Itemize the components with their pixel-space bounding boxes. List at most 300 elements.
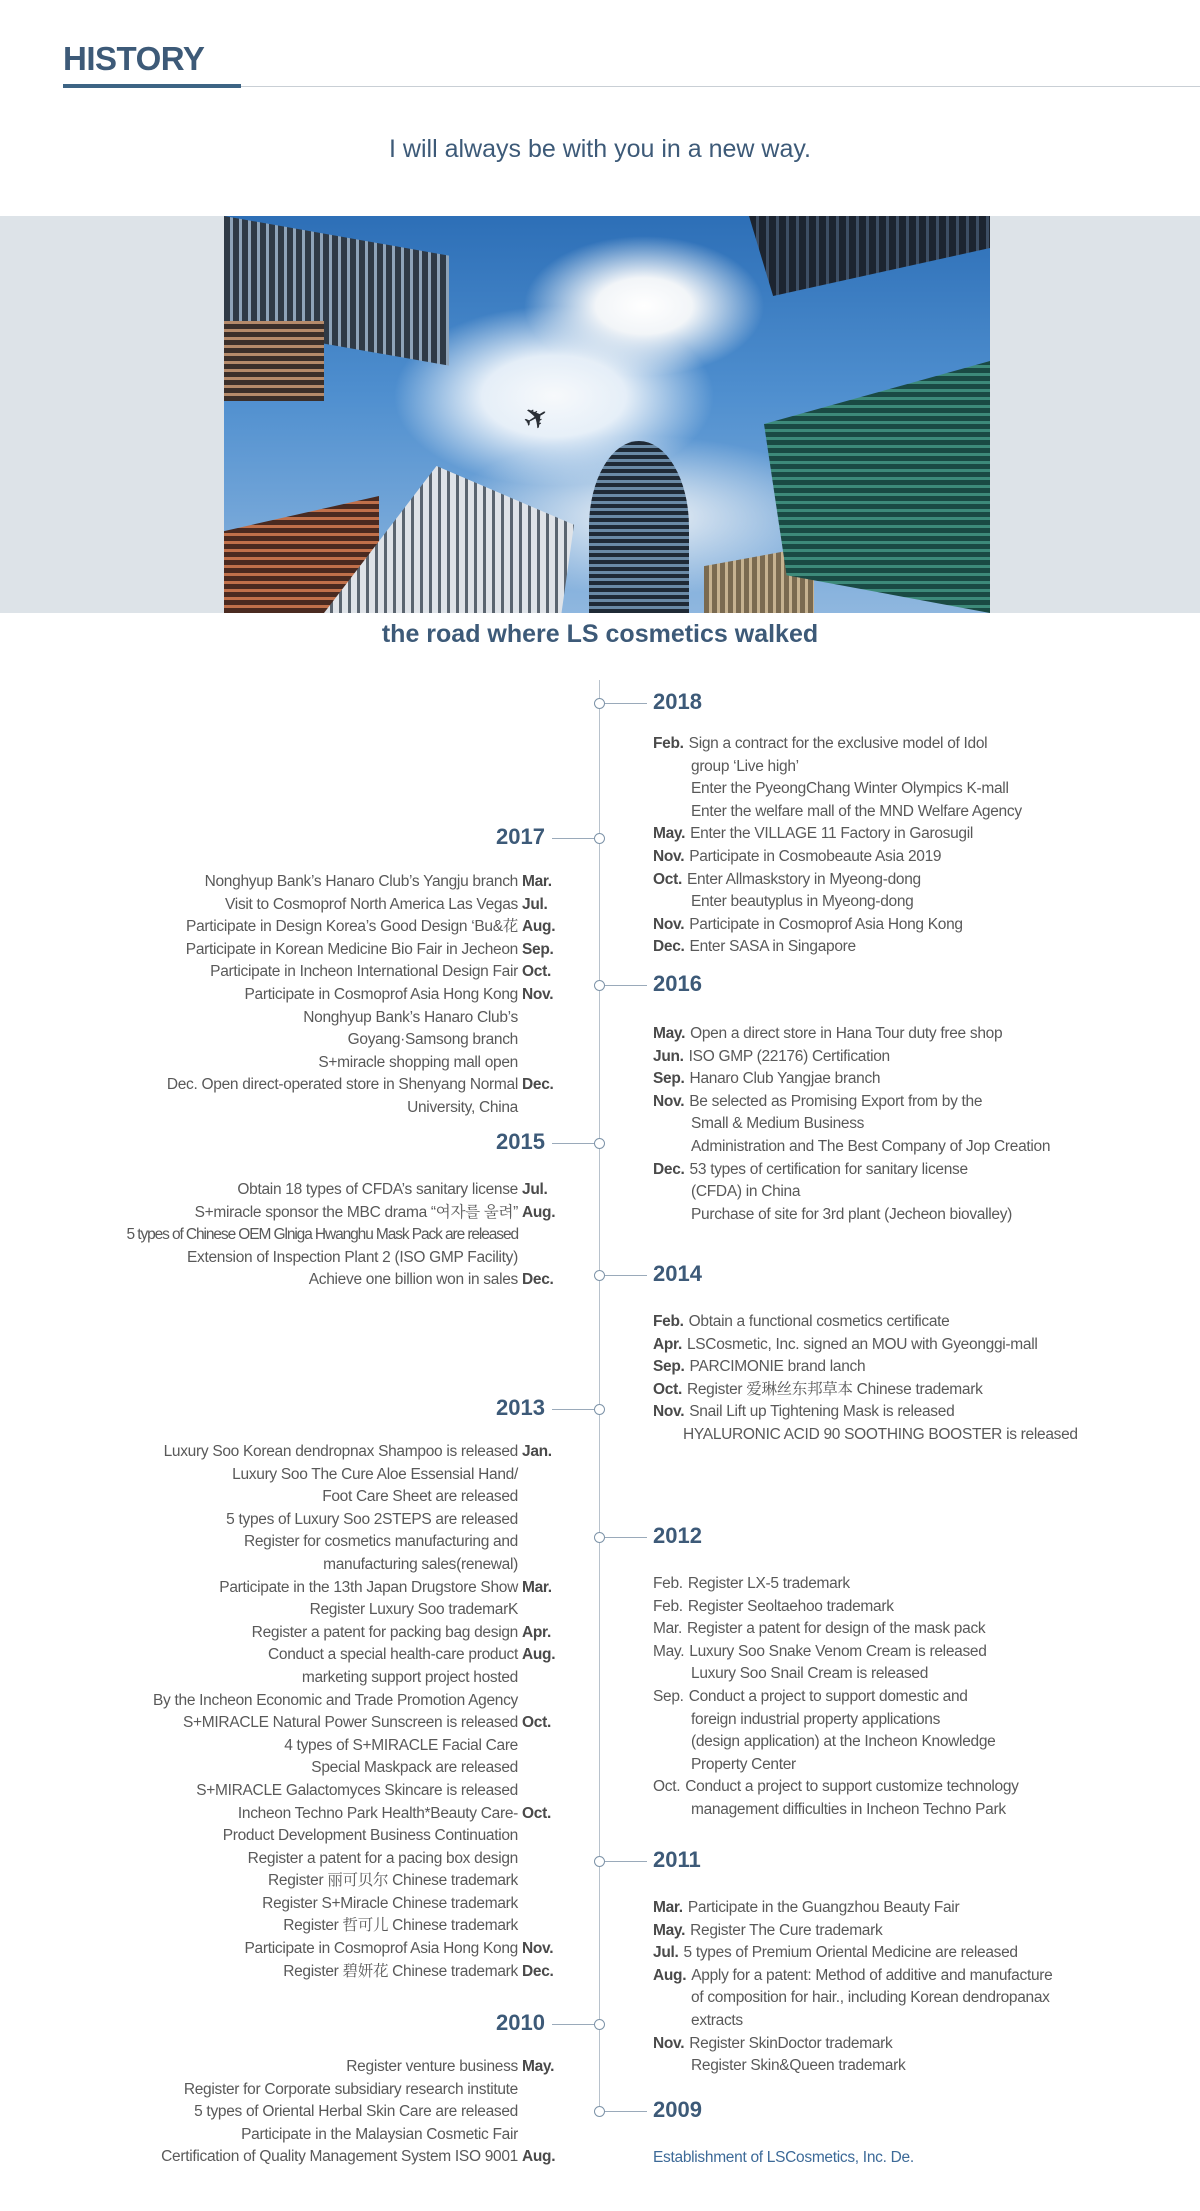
- event-text: manufacturing sales(renewal): [323, 1555, 518, 1573]
- event-month: May.: [653, 825, 686, 843]
- event-text: Register 丽可贝尔 Chinese trademark: [268, 1872, 518, 1890]
- event-text: Conduct a project to support customize technology: [685, 1778, 1019, 1796]
- event-text: management difficulties in Incheon Techno Park: [691, 1800, 1006, 1818]
- page-title: HISTORY: [63, 40, 205, 77]
- year-events-2009: [653, 2147, 1193, 2170]
- event-text: Register 爱琳丝东邦草本 Chinese trademark: [686, 1380, 983, 1398]
- year-label-2013: 2013: [496, 1395, 545, 1420]
- event-text: Special Maskpack are released: [311, 1759, 518, 1777]
- event-text: of composition for hair., including Korean dendropanax: [691, 1989, 1050, 2007]
- event-line: [653, 1920, 1193, 1943]
- event-line: [0, 2079, 556, 2102]
- event-text: 5 types of Oriental Herbal Skin Care are released: [194, 2103, 518, 2121]
- timeline-connector: [552, 838, 594, 839]
- event-line: [0, 1938, 556, 1961]
- event-line: [653, 914, 1193, 937]
- event-line: [0, 2124, 556, 2147]
- event-month: [518, 1029, 556, 1052]
- event-month: [518, 2124, 556, 2147]
- timeline-connector: [605, 1275, 647, 1276]
- event-month: [518, 1825, 556, 1848]
- event-line: [653, 1686, 1193, 1709]
- event-text: Enter SASA in Singapore: [689, 938, 856, 956]
- event-line: [653, 1618, 1193, 1641]
- event-text: Luxury Soo Snail Cream is released: [691, 1665, 929, 1683]
- year-label-2017: 2017: [496, 824, 545, 849]
- event-text: Luxury Soo Snake Venom Cream is released: [689, 1642, 987, 1660]
- event-text: Conduct a special health-care product: [268, 1646, 518, 1664]
- title-underline: [63, 84, 241, 88]
- event-line: [653, 1942, 1193, 1965]
- event-month: Dec.: [522, 1962, 554, 1980]
- event-text: PARCIMONIE brand lanch: [689, 1358, 866, 1376]
- event-text: Register a patent for a pacing box design: [247, 1849, 518, 1867]
- event-month: [518, 1915, 556, 1938]
- event-line: [653, 1776, 1193, 1799]
- event-text: marketing support project hosted: [301, 1668, 518, 1686]
- event-line: [653, 733, 1193, 756]
- event-text: Participate in the Guangzhou Beauty Fair: [687, 1899, 960, 1916]
- event-text: Register for Corporate subsidiary research institute: [183, 2080, 518, 2098]
- event-month: [518, 1007, 556, 1030]
- event-line: [0, 1052, 556, 1075]
- event-line: [0, 1735, 556, 1758]
- year-label-2011: 2011: [653, 1847, 701, 1872]
- year-label-2012: 2012: [653, 1523, 702, 1548]
- event-text: Participate in Korean Medicine Bio Fair in Jecheon: [185, 940, 518, 958]
- event-text: Register venture business: [346, 2058, 518, 2075]
- event-month: May.: [653, 1921, 686, 1939]
- timeline-title: the road where LS cosmetics walked: [381, 620, 819, 648]
- event-text: (CFDA) in China: [691, 1183, 801, 1201]
- event-line: [0, 2146, 556, 2169]
- event-text: Visit to Cosmoprof North America Las Vegas: [225, 895, 518, 913]
- event-text: S+MIRACLE Galactomyces Skincare is released: [196, 1781, 518, 1799]
- event-line: [0, 961, 556, 984]
- event-line: [653, 1068, 1193, 1091]
- event-text: Establishment of LSCosmetics, Inc. De.: [653, 2149, 914, 2166]
- event-text: Enter the welfare mall of the MND Welfare Agency: [691, 802, 1022, 820]
- event-month: [518, 1509, 556, 1532]
- event-month: [518, 1247, 556, 1270]
- event-line: [0, 1848, 556, 1871]
- event-month: [518, 1097, 556, 1120]
- event-line: [653, 756, 1193, 779]
- event-month: Feb.: [653, 735, 684, 752]
- event-text: Administration and The Best Company of Jop Creation: [691, 1137, 1051, 1155]
- event-text: Register a patent for packing bag design: [251, 1623, 518, 1641]
- event-line: [653, 891, 1193, 914]
- timeline-node-icon: [594, 833, 605, 844]
- event-line: [653, 801, 1193, 824]
- event-line: [653, 2033, 1193, 2056]
- event-text: Enter the PyeongChang Winter Olympics K-mall: [691, 780, 1009, 798]
- event-month: Feb.: [653, 1313, 684, 1330]
- event-line: [653, 1311, 1193, 1334]
- year-events-2015: [0, 1179, 556, 1292]
- event-line: [653, 1159, 1193, 1182]
- event-month: Oct.: [522, 1804, 551, 1822]
- event-month: Nov.: [522, 1940, 554, 1958]
- event-month: Mar.: [522, 1578, 552, 1596]
- event-line: [653, 1136, 1193, 1159]
- event-line: [0, 1554, 556, 1577]
- event-line: [0, 984, 556, 1007]
- event-month: [518, 1464, 556, 1487]
- event-line: [0, 1667, 556, 1690]
- year-events-2014: [653, 1311, 1193, 1447]
- event-line: [0, 1870, 556, 1893]
- event-line: [0, 939, 556, 962]
- event-line: [0, 1803, 556, 1826]
- event-text: Participate in the Malaysian Cosmetic Fair: [241, 2125, 518, 2143]
- event-line: [653, 1401, 1193, 1424]
- event-line: [653, 1663, 1193, 1686]
- event-month: Jul.: [653, 1944, 679, 1962]
- event-text: 5 types of Luxury Soo 2STEPS are released: [226, 1510, 518, 1528]
- event-month: Nov.: [653, 847, 685, 865]
- event-text: Purchase of site for 3rd plant (Jecheon biovalley): [691, 1205, 1013, 1223]
- timeline-connector: [605, 1861, 647, 1862]
- event-line: [0, 1074, 556, 1097]
- event-line: [0, 1269, 556, 1292]
- tower-center: [589, 441, 689, 613]
- event-text: Obtain a functional cosmetics certificate: [688, 1313, 950, 1330]
- event-month: Nov.: [653, 915, 685, 933]
- event-text: Apply for a patent: Method of additive and manufacture: [691, 1966, 1053, 1984]
- event-line: [653, 1754, 1193, 1777]
- event-month: Aug.: [522, 1203, 556, 1221]
- year-events-2018: [653, 733, 1193, 959]
- event-month: Feb.: [653, 1575, 683, 1592]
- event-line: [0, 1202, 556, 1225]
- event-line: [0, 1441, 556, 1464]
- event-text: 5 types of Premium Oriental Medicine are released: [683, 1944, 1018, 1962]
- year-label-2014: 2014: [653, 1261, 702, 1286]
- timeline-node-icon: [594, 2106, 605, 2117]
- event-month: [518, 1870, 556, 1893]
- event-line: [0, 1224, 556, 1247]
- event-month: Oct.: [653, 1778, 681, 1796]
- event-month: May.: [653, 1642, 685, 1660]
- event-text: Enter beautyplus in Myeong-dong: [691, 893, 914, 911]
- event-text: Register LX-5 trademark: [687, 1575, 850, 1592]
- event-text: Register Seoltaehoo trademark: [687, 1597, 894, 1615]
- event-month: Aug.: [522, 918, 556, 936]
- event-month: May.: [522, 2058, 555, 2075]
- event-line: [653, 1181, 1193, 1204]
- event-text: Participate in Cosmobeaute Asia 2019: [689, 847, 942, 865]
- event-text: Luxury Soo Korean dendropnax Shampoo is released: [163, 1443, 518, 1460]
- event-text: Certification of Quality Management System ISO 9001: [161, 2148, 518, 2166]
- year-events-2011: [653, 1897, 1193, 2078]
- event-line: [653, 1987, 1193, 2010]
- building-top-right: [749, 216, 990, 296]
- event-month: Dec.: [522, 1076, 554, 1094]
- event-text: Participate in Incheon International Design Fair: [210, 963, 518, 981]
- timeline-node-icon: [594, 1138, 605, 1149]
- timeline-axis: [599, 680, 600, 2112]
- event-line: [653, 2147, 1193, 2170]
- event-month: [518, 1531, 556, 1554]
- event-line: [653, 1596, 1193, 1619]
- event-line: [0, 1622, 556, 1645]
- event-month: Apr.: [653, 1335, 682, 1353]
- event-line: [0, 916, 556, 939]
- event-month: Jan.: [522, 1443, 552, 1460]
- event-month: Mar.: [522, 873, 552, 890]
- event-month: Aug.: [653, 1966, 687, 1984]
- timeline-connector: [552, 2024, 594, 2025]
- event-text: Hanaro Club Yangjae branch: [689, 1070, 881, 1088]
- event-line: [653, 1897, 1193, 1920]
- event-line: [0, 1509, 556, 1532]
- event-line: [0, 1179, 556, 1202]
- building-left-small: [224, 321, 324, 401]
- event-line: [0, 1247, 556, 1270]
- event-month: [518, 1780, 556, 1803]
- year-label-2016: 2016: [653, 971, 702, 996]
- event-line: [653, 1709, 1193, 1732]
- event-month: Sep.: [522, 940, 554, 958]
- event-month: Sep.: [653, 1070, 685, 1088]
- year-label-2018: 2018: [653, 689, 702, 714]
- year-label-2015: 2015: [496, 1129, 545, 1154]
- event-month: [518, 1599, 556, 1622]
- event-month: [518, 1893, 556, 1916]
- year-label-2010: 2010: [496, 2010, 545, 2035]
- event-month: Dec.: [653, 1160, 685, 1178]
- event-text: Open a direct store in Hana Tour duty free shop: [690, 1025, 1003, 1042]
- event-month: [518, 2101, 556, 2124]
- year-events-2010: [0, 2056, 556, 2169]
- timeline-node-icon: [594, 1404, 605, 1415]
- event-text: Goyang·Samsong branch: [347, 1031, 518, 1049]
- event-month: Oct.: [522, 1714, 551, 1732]
- timeline-connector: [605, 985, 647, 986]
- event-text: extracts: [691, 2011, 743, 2029]
- event-text: Participate in Cosmoprof Asia Hong Kong: [244, 985, 518, 1003]
- timeline-connector: [552, 1143, 594, 1144]
- event-line: [653, 2010, 1193, 2033]
- event-month: Nov.: [653, 2034, 685, 2052]
- event-month: Jun.: [653, 1047, 684, 1065]
- event-text: Register for cosmetics manufacturing and: [243, 1533, 518, 1551]
- event-line: [0, 894, 556, 917]
- event-line: [653, 1046, 1193, 1069]
- event-line: [653, 869, 1193, 892]
- event-line: [653, 1023, 1193, 1046]
- event-text: Participate in Design Korea’s Good Design ‘Bu&花: [186, 918, 518, 936]
- event-text: Register a patent for design of the mask pack: [686, 1620, 986, 1638]
- event-month: [518, 1690, 556, 1713]
- event-text: Register Luxury Soo trademarK: [309, 1601, 518, 1619]
- event-line: [0, 1961, 556, 1984]
- event-text: S+miracle sponsor the MBC drama “여자를 울려”: [194, 1203, 518, 1221]
- event-line: [0, 1757, 556, 1780]
- event-text: Property Center: [691, 1755, 796, 1773]
- event-text: ISO GMP (22176) Certification: [688, 1047, 890, 1065]
- year-events-2016: [653, 1023, 1193, 1226]
- event-line: [653, 1091, 1193, 1114]
- event-line: [0, 2101, 556, 2124]
- event-text: S+MIRACLE Natural Power Sunscreen is released: [183, 1714, 518, 1732]
- timeline-node-icon: [594, 1532, 605, 1543]
- event-text: Register The Cure trademark: [690, 1921, 883, 1939]
- event-line: [0, 1893, 556, 1916]
- event-text: Incheon Techno Park Health*Beauty Care-: [237, 1804, 518, 1822]
- event-text: Extension of Inspection Plant 2 (ISO GMP Facility): [186, 1248, 518, 1266]
- event-line: [0, 1780, 556, 1803]
- event-month: [518, 1735, 556, 1758]
- event-text: Register SkinDoctor trademark: [689, 2034, 893, 2052]
- event-line: [653, 1965, 1193, 1988]
- event-month: Feb.: [653, 1597, 683, 1615]
- event-line: [653, 823, 1193, 846]
- event-text: Achieve one billion won in sales: [308, 1271, 518, 1289]
- year-events-2012: [653, 1573, 1193, 1822]
- event-text: LSCosmetic, Inc. signed an MOU with Gyeonggi-mall: [686, 1335, 1038, 1353]
- event-month: Oct.: [522, 963, 551, 981]
- event-line: [653, 1356, 1193, 1379]
- event-line: [0, 2056, 556, 2079]
- event-line: [653, 2055, 1193, 2078]
- event-month: [518, 1224, 556, 1247]
- timeline-node-icon: [594, 1270, 605, 1281]
- event-text: Sign a contract for the exclusive model of Idol: [688, 735, 988, 752]
- event-line: [653, 936, 1193, 959]
- event-text: Participate in Cosmoprof Asia Hong Kong: [689, 915, 963, 933]
- event-line: [0, 1712, 556, 1735]
- event-line: [0, 1644, 556, 1667]
- event-text: Obtain 18 types of CFDA’s sanitary license: [237, 1181, 518, 1198]
- event-line: [653, 1424, 1193, 1447]
- timeline-connector: [605, 703, 647, 704]
- event-line: [0, 1464, 556, 1487]
- timeline-node-icon: [594, 980, 605, 991]
- event-text: foreign industrial property applications: [691, 1710, 941, 1728]
- event-text: 4 types of S+MIRACLE Facial Care: [284, 1736, 518, 1754]
- event-text: 5 types of Chinese OEM Glniga Hwanghu Mask Pack are released: [126, 1226, 518, 1244]
- event-month: Aug.: [522, 2148, 556, 2166]
- hero-image: [224, 216, 990, 613]
- event-month: [518, 1848, 556, 1871]
- event-line: [0, 1007, 556, 1030]
- event-text: By the Incheon Economic and Trade Promotion Agency: [153, 1691, 518, 1709]
- event-line: [0, 1915, 556, 1938]
- event-line: [653, 1799, 1193, 1822]
- building-right-glass: [764, 361, 990, 613]
- event-month: [518, 1554, 556, 1577]
- event-text: Foot Care Sheet are released: [322, 1488, 518, 1506]
- event-line: [0, 1486, 556, 1509]
- event-line: [653, 1731, 1193, 1754]
- event-text: Snail Lift up Tightening Mask is released: [689, 1403, 955, 1421]
- event-line: [0, 1577, 556, 1600]
- event-text: Nonghyup Bank’s Hanaro Club’s: [303, 1008, 518, 1026]
- event-text: HYALURONIC ACID 90 SOOTHING BOOSTER is released: [683, 1425, 1078, 1443]
- year-label-2009: 2009: [653, 2097, 702, 2122]
- timeline-node-icon: [594, 1856, 605, 1867]
- event-line: [653, 1573, 1193, 1596]
- event-text: Be selected as Promising Export from by the: [689, 1092, 983, 1110]
- event-month: Dec.: [522, 1271, 554, 1289]
- airplane-icon: ✈: [517, 397, 556, 440]
- event-text: Small & Medium Business: [691, 1115, 865, 1133]
- timeline-node-icon: [594, 698, 605, 709]
- event-month: Apr.: [522, 1623, 551, 1641]
- event-month: Nov.: [522, 985, 554, 1003]
- event-month: Jul.: [522, 1181, 548, 1198]
- event-line: [653, 1204, 1193, 1227]
- page-subtitle: I will always be with you in a new way.: [389, 135, 811, 163]
- event-line: [653, 1334, 1193, 1357]
- year-events-2017: [0, 871, 556, 1120]
- event-month: Mar.: [653, 1620, 682, 1638]
- event-text: Register 哲可儿 Chinese trademark: [283, 1917, 518, 1935]
- event-text: Enter Allmaskstory in Myeong-dong: [686, 870, 921, 888]
- event-month: Oct.: [653, 870, 682, 888]
- event-month: May.: [653, 1025, 686, 1042]
- event-text: Nonghyup Bank’s Hanaro Club’s Yangju branch: [204, 873, 518, 890]
- event-month: Nov.: [653, 1092, 685, 1110]
- event-text: Participate in Cosmoprof Asia Hong Kong: [244, 1940, 518, 1958]
- event-line: [0, 1531, 556, 1554]
- event-month: Jul.: [522, 895, 548, 913]
- event-month: Oct.: [653, 1380, 682, 1398]
- event-month: [518, 1052, 556, 1075]
- event-text: Register S+Miracle Chinese trademark: [262, 1894, 518, 1912]
- event-line: [0, 1825, 556, 1848]
- event-line: [653, 1379, 1193, 1402]
- event-text: 53 types of certification for sanitary license: [689, 1160, 968, 1178]
- event-line: [653, 846, 1193, 869]
- event-month: Mar.: [653, 1899, 683, 1916]
- event-text: Enter the VILLAGE 11 Factory in Garosugil: [690, 825, 974, 843]
- event-month: [518, 1486, 556, 1509]
- event-line: [0, 871, 556, 894]
- event-line: [0, 1690, 556, 1713]
- event-month: [518, 2079, 556, 2102]
- event-month: [518, 1667, 556, 1690]
- event-month: Sep.: [653, 1687, 684, 1705]
- event-line: [653, 778, 1193, 801]
- event-text: (design application) at the Incheon Knowledge: [691, 1733, 996, 1751]
- event-text: Dec. Open direct-operated store in Shenyang Normal: [166, 1076, 518, 1094]
- timeline-connector: [605, 1537, 647, 1538]
- timeline-node-icon: [594, 2019, 605, 2030]
- event-text: group ‘Live high’: [691, 757, 799, 775]
- event-text: Register 碧妍花 Chinese trademark: [283, 1962, 518, 1980]
- event-month: Nov.: [653, 1403, 685, 1421]
- event-line: [653, 1113, 1193, 1136]
- event-line: [0, 1029, 556, 1052]
- timeline-connector: [552, 1409, 594, 1410]
- event-text: S+miracle shopping mall open: [318, 1053, 518, 1071]
- event-month: Aug.: [522, 1646, 556, 1664]
- event-text: University, China: [407, 1098, 518, 1116]
- event-text: Participate in the 13th Japan Drugstore Show: [219, 1578, 518, 1596]
- event-text: Register Skin&Queen trademark: [691, 2057, 906, 2075]
- timeline-connector: [605, 2111, 647, 2112]
- event-line: [653, 1641, 1193, 1664]
- event-month: Dec.: [653, 938, 685, 956]
- event-text: Product Development Business Continuation: [222, 1827, 518, 1845]
- event-text: Luxury Soo The Cure Aloe Essensial Hand/: [232, 1465, 518, 1483]
- event-month: [518, 1757, 556, 1780]
- event-month: Sep.: [653, 1358, 685, 1376]
- event-line: [0, 1097, 556, 1120]
